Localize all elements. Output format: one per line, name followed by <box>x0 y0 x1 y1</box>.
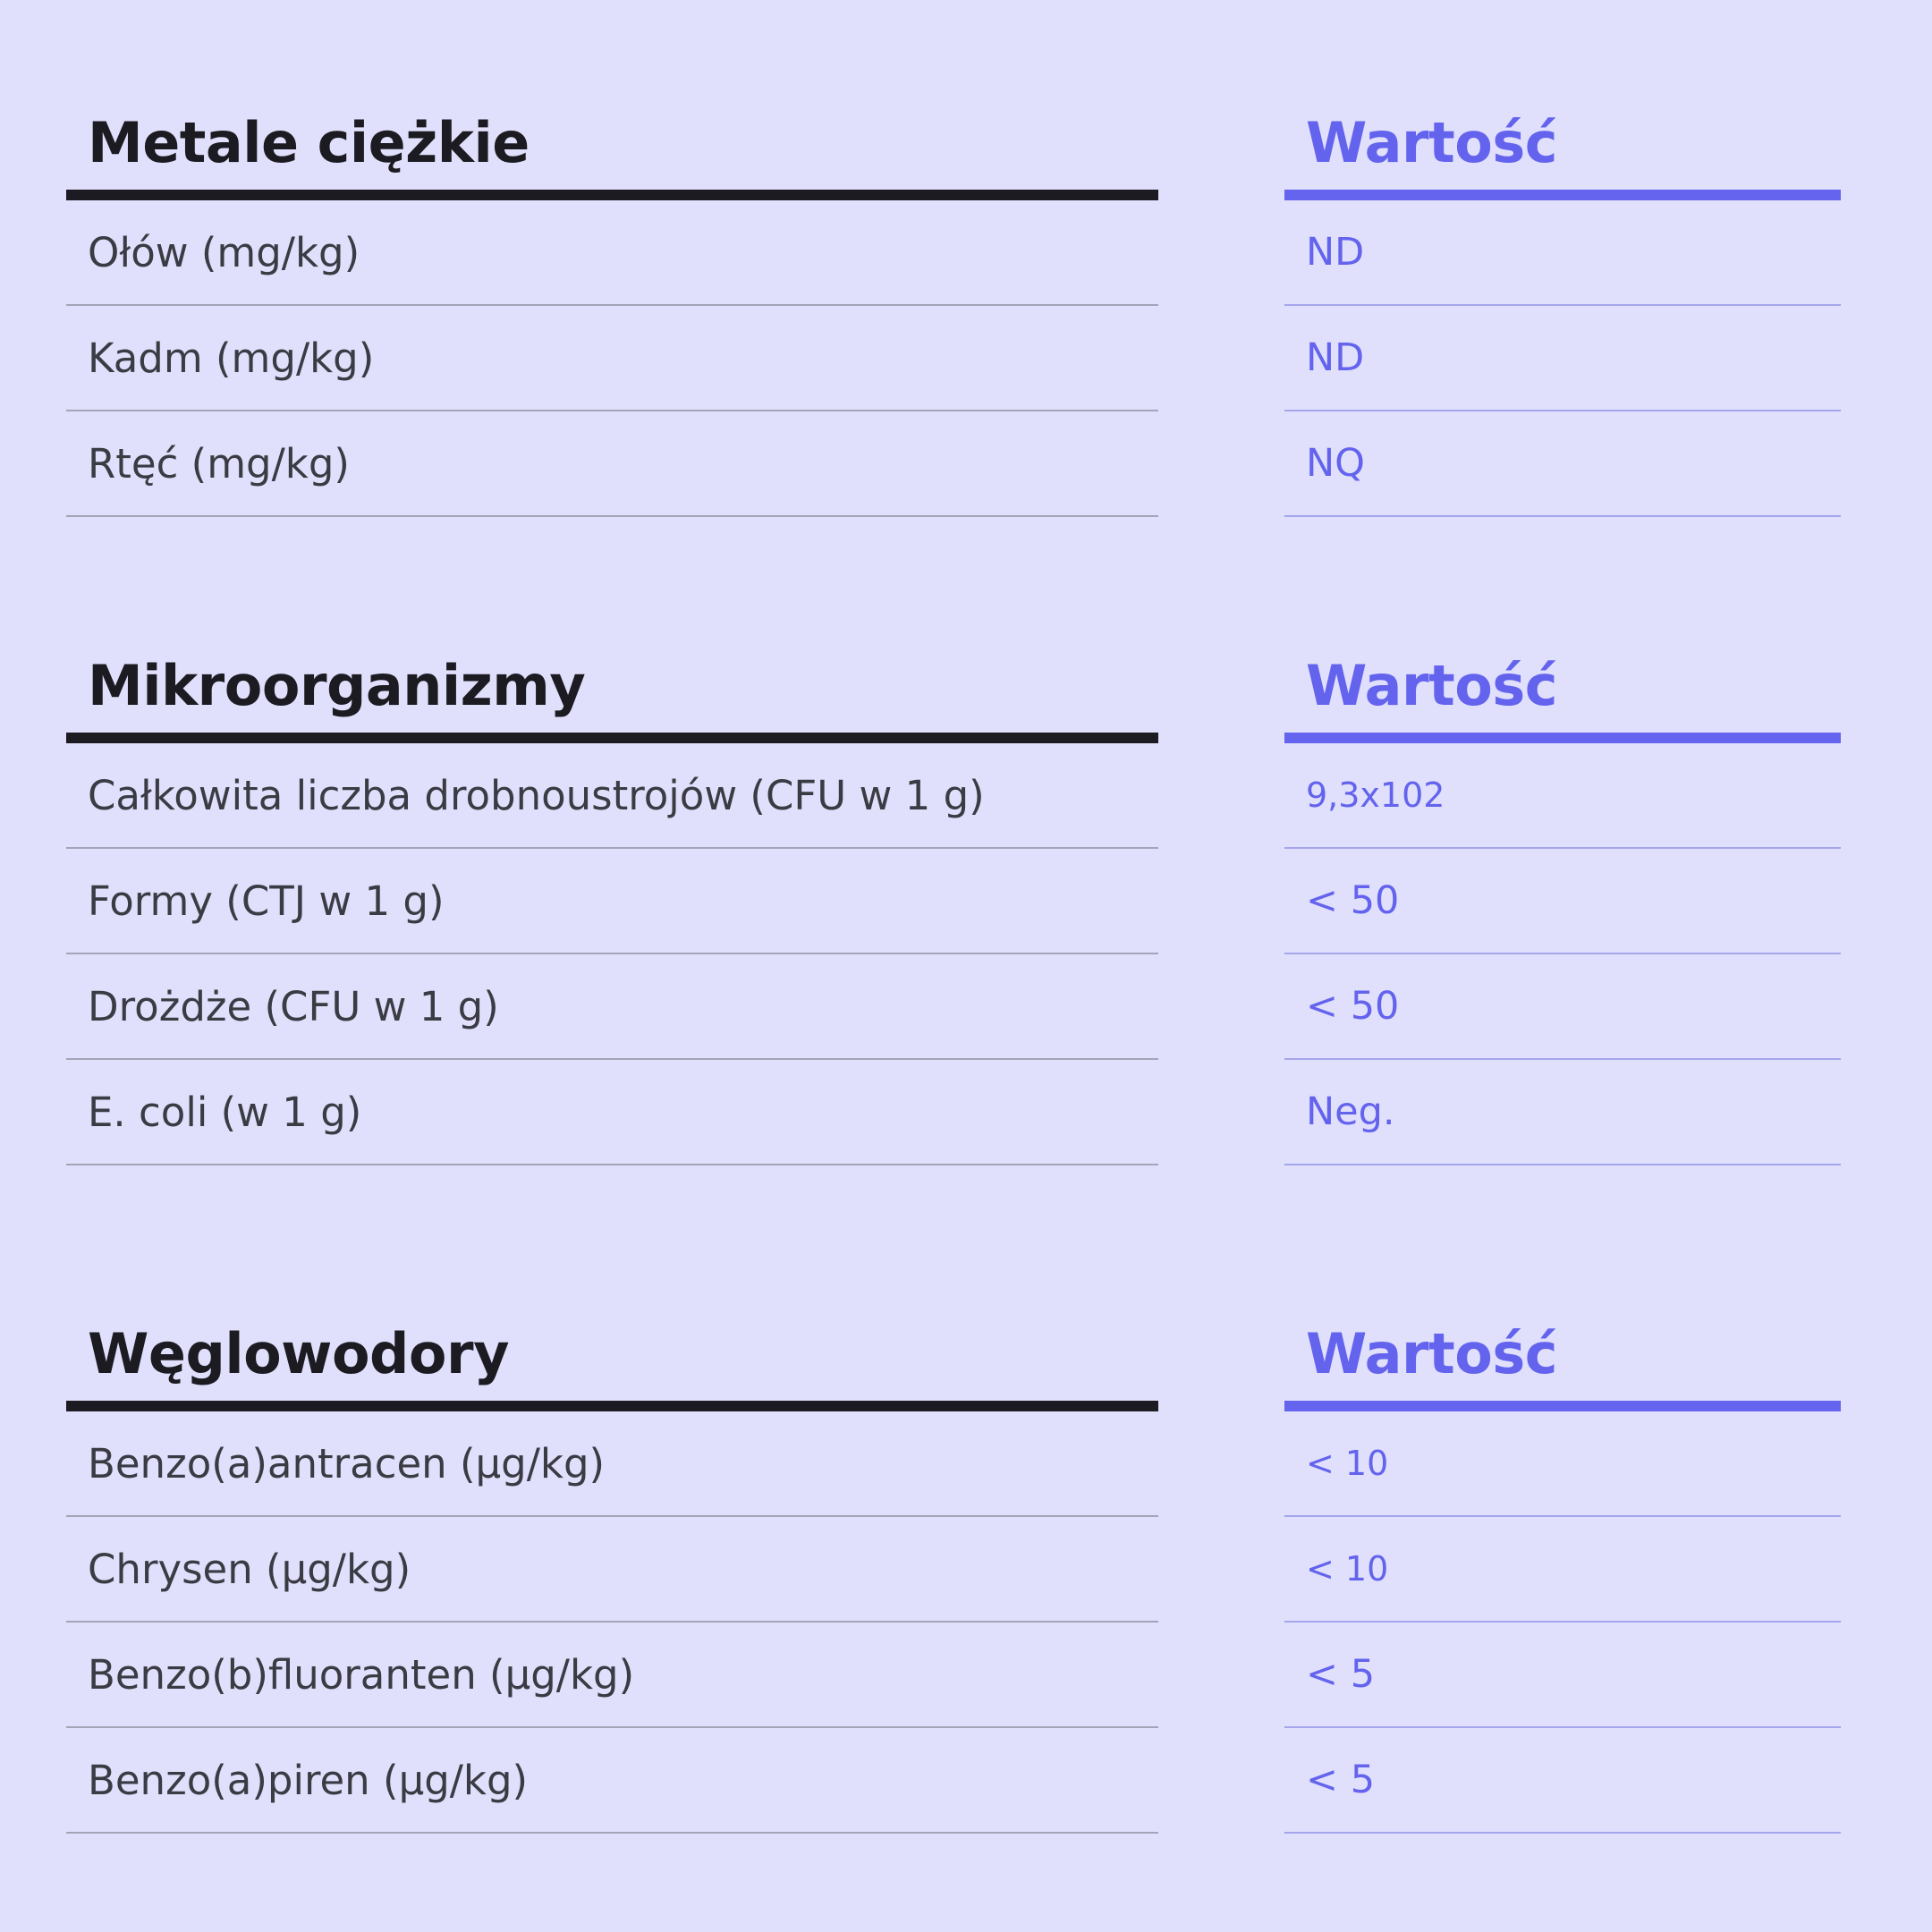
parameter-label: Całkowita liczba drobnoustrojów (CFU w 1 g) <box>88 772 985 819</box>
parameter-label: Benzo(a)piren (µg/kg) <box>88 1757 529 1804</box>
table-row <box>66 200 1158 306</box>
parameter-value: < 50 <box>1306 984 1400 1029</box>
table-row <box>66 1517 1158 1623</box>
value-row <box>1284 1411 1841 1517</box>
table-row <box>66 306 1158 411</box>
parameter-value: 9,3x102 <box>1306 775 1445 815</box>
parameter-value: NQ <box>1306 441 1366 486</box>
table-row <box>66 411 1158 517</box>
value-row <box>1284 1060 1841 1165</box>
parameter-column <box>66 609 1158 1165</box>
parameter-label: Ołów (mg/kg) <box>88 229 360 276</box>
value-header <box>1284 609 1841 743</box>
table-row <box>66 1411 1158 1517</box>
value-row <box>1284 1623 1841 1728</box>
table-row <box>66 743 1158 849</box>
row-divider <box>66 1832 1158 1834</box>
parameter-label: Formy (CTJ w 1 g) <box>88 877 445 925</box>
value-row <box>1284 1728 1841 1834</box>
value-row <box>1284 849 1841 954</box>
value-row <box>1284 411 1841 517</box>
parameter-label: Drożdże (CFU w 1 g) <box>88 983 499 1030</box>
parameter-label: Kadm (mg/kg) <box>88 335 375 382</box>
parameter-label: Rtęć (mg/kg) <box>88 440 350 487</box>
section-title: Mikroorganizmy <box>88 653 586 718</box>
header-rule <box>66 190 1158 200</box>
value-row <box>1284 743 1841 849</box>
value-header-title: Wartość <box>1306 110 1557 175</box>
value-header <box>1284 66 1841 200</box>
header-rule <box>66 1401 1158 1411</box>
table-row <box>66 1060 1158 1165</box>
section-title: Węglowodory <box>88 1321 510 1386</box>
parameter-label: Benzo(a)antracen (µg/kg) <box>88 1440 606 1487</box>
table-row <box>66 1623 1158 1728</box>
parameter-value: < 10 <box>1306 1549 1389 1589</box>
value-column <box>1284 66 1841 517</box>
table-row <box>66 849 1158 954</box>
section-header <box>66 1277 1158 1411</box>
parameter-column <box>66 66 1158 517</box>
parameter-value: < 5 <box>1306 1758 1376 1802</box>
parameter-value: < 50 <box>1306 878 1400 923</box>
parameter-value: ND <box>1306 230 1365 275</box>
parameter-label: Chrysen (µg/kg) <box>88 1546 411 1593</box>
header-rule <box>1284 1401 1841 1411</box>
value-column <box>1284 609 1841 1165</box>
header-rule <box>66 733 1158 743</box>
value-column <box>1284 1277 1841 1834</box>
row-divider <box>1284 515 1841 517</box>
value-row <box>1284 200 1841 306</box>
header-rule <box>1284 190 1841 200</box>
parameter-value: < 5 <box>1306 1652 1376 1697</box>
parameter-label: Benzo(b)fluoranten (µg/kg) <box>88 1651 635 1699</box>
parameter-column <box>66 1277 1158 1834</box>
value-header <box>1284 1277 1841 1411</box>
section-title: Metale ciężkie <box>88 110 530 175</box>
parameter-label: E. coli (w 1 g) <box>88 1089 362 1136</box>
row-divider <box>66 1164 1158 1165</box>
value-header-title: Wartość <box>1306 653 1557 718</box>
section-header <box>66 66 1158 200</box>
parameter-value: Neg. <box>1306 1089 1395 1134</box>
parameter-value: < 10 <box>1306 1444 1389 1483</box>
parameter-value: ND <box>1306 335 1365 380</box>
header-rule <box>1284 733 1841 743</box>
table-row <box>66 1728 1158 1834</box>
row-divider <box>66 515 1158 517</box>
table-row <box>66 954 1158 1060</box>
value-row <box>1284 954 1841 1060</box>
value-header-title: Wartość <box>1306 1321 1557 1386</box>
value-row <box>1284 306 1841 411</box>
section-header <box>66 609 1158 743</box>
row-divider <box>1284 1832 1841 1834</box>
value-row <box>1284 1517 1841 1623</box>
row-divider <box>1284 1164 1841 1165</box>
